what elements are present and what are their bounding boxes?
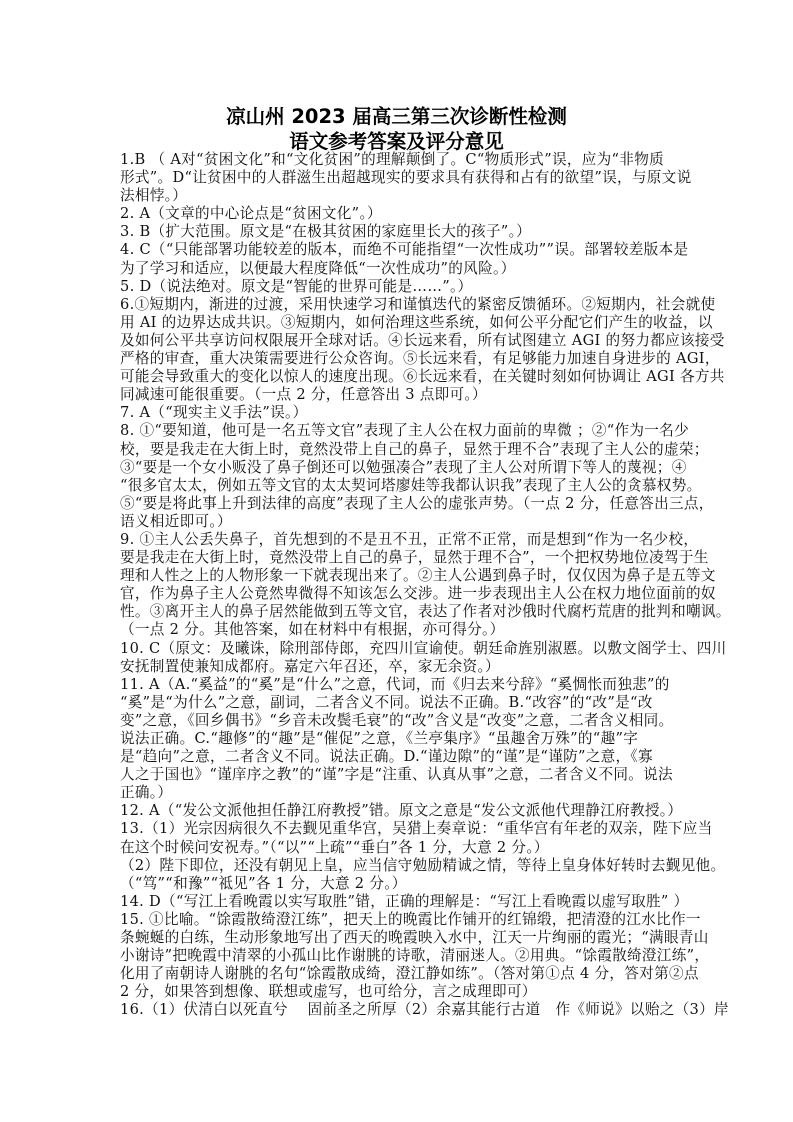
answer-item	[120, 892, 689, 911]
answer-text-line: 为了学习和适应，以便最大程度降低“一次性成功”的风险。）	[120, 259, 516, 277]
answer-text-line: 6.①短期内，渐进的过渡，采用快速学习和谨慎迭代的紧密反馈循环。②短期内，社会就使	[120, 295, 716, 313]
answer-text-line: ③“要是一个女小贩没了鼻子倒还可以勉强凑合”表现了主人公对所谓下等人的蔑视；④	[120, 458, 687, 476]
answer-text-line: （“笃”“和豫”“祗见”各 1 分，大意 2 分。）	[120, 874, 407, 892]
answer-text-line: 严格的审查，重大决策需要进行公众咨询。⑤长远来看，有足够能力加速自身进步的 AGI，	[120, 350, 720, 368]
answer-text-line: 3. B（扩大范围。原文是“在极其贫困的家庭里长大的孩子”。）	[120, 223, 532, 241]
answer-item	[120, 223, 686, 241]
answer-item	[120, 241, 689, 277]
answer-item	[120, 910, 710, 1001]
answer-text-line: 要是我走在大街上时，竟然没带上自己的鼻子，显然于理不合”，一个把权势地位凌驾于生	[120, 549, 709, 567]
answer-text-line: 正确。）	[120, 784, 173, 802]
answer-item	[120, 278, 686, 296]
answer-text-line: （2）陛下即位，还没有朝见上皇，应当信守勉励精诚之情，等待上皇身体好转时去觐见他。	[120, 856, 726, 874]
answer-text-line: 8. ①“要知道，他可是一名五等文官”表现了主人公在权力面前的卑微 ；②“作为一名少	[120, 422, 689, 440]
answer-text-line: 7. A（“现实主义手法”误。）	[120, 404, 308, 422]
answer-text-line: 官，作为鼻子主人公竟然卑微得不知该怎么交涉。进一步表现出主人公在权力地位面前的奴	[120, 585, 716, 603]
answer-text-line: 可能会导致重大的变化以惊人的速度出现。⑥长远来看，在关键时刻如何协调让 AGI 各方共	[120, 368, 725, 386]
answer-item	[120, 820, 726, 892]
answer-text-line: “很多官太太，例如五等文官的太太契诃塔廖娃等我都认识我”表现了主人公的贪慕权势。	[120, 476, 702, 494]
answer-text-line: 在这个时候问安祝寿。”（“以”“上疏”“垂白”各 1 分，大意 2 分。）	[120, 838, 549, 856]
answer-text-line: 14. D（“写江上看晚霞以实写取胜”错，正确的理解是：“写江上看晚霞以虚写取胜” ）	[120, 892, 689, 910]
answer-item	[120, 676, 686, 803]
document-subtitle: 语文参考答案及评分意见	[289, 130, 504, 153]
answer-text-line: 15. ①比喻。“馀霞散绮澄江练”，把天上的晚霞比作铺开的红锦缎，把清澄的江水比作一	[120, 910, 701, 928]
document-title: 凉山州 2023 届高三第三次诊断性检测	[226, 105, 567, 128]
answer-text-line: 说法正确。C.“趣修”的“趣”是“催促”之意，《兰亭集序》“虽趣舍万殊”的“趣”字	[120, 730, 639, 747]
answer-text-line: 安抚制置使兼知成都府。嘉定六年召还，卒，家无余资。）	[120, 657, 500, 675]
answer-text-line: 2. A（文章的中心论点是“贫困文化”。）	[120, 205, 382, 223]
answer-item	[120, 205, 686, 223]
answer-text-line: 同减速可能很重要。（一点 2 分，任意答出 3 点即可。）	[120, 386, 487, 404]
answer-item	[120, 530, 731, 640]
answer-text-line: 理和人性之上的人物形象一下就表现出来了。②主人公遇到鼻子时，仅仅因为鼻子是五等文	[120, 567, 716, 585]
answer-text-line: 条蜿蜒的白练，生动形象地写出了西天的晚霞映入水中，江天一片绚丽的霞光；“满眼青山	[120, 929, 709, 947]
answer-text-line: 化用了南朝诗人谢朓的名句“馀霞散成绮，澄江静如练”。（答对第①点 4 分，答对第②点	[120, 965, 699, 983]
answer-list	[120, 151, 731, 1020]
answer-text-line: 性。③离开主人的鼻子居然能做到五等文官，表达了作者对沙俄时代腐朽荒唐的批判和嘲讽。	[120, 603, 731, 621]
answer-text-line: 11. A（A.“奚益”的“奚”是“什么”之意，代词，而《归去来兮辞》“奚惆怅而独悲”的	[120, 675, 670, 693]
answer-text-line: （一点 2 分。其他答案，如在材料中有根据，亦可得分。）	[120, 621, 505, 639]
answer-text-line: 小谢诗”把晚霞中清翠的小孤山比作谢朓的诗歌，清丽迷人。②用典。“馀霞散绮澄江练”，	[120, 947, 710, 965]
answer-item	[120, 1001, 729, 1019]
answer-text-line: 是“趋向”之意，二者含义不同。说法正确。D.“谨边隙”的“谨”是“谨防”之意，《寡	[120, 748, 653, 766]
answer-text-line: 13.（1）光宗因病很久不去觐见重华宫，吴猎上奏章说：“重华宫有年老的双亲，陛下应当	[120, 820, 713, 838]
answer-item	[120, 639, 727, 676]
answer-text-line: “奚”是“为什么”之意，副词，二者含义不同。说法不正确。B.“改容”的“改”是“改	[120, 693, 653, 711]
answer-text-line: 2 分，如果答到想像、联想或虚写，也可给分，言之成理即可）	[120, 983, 537, 1001]
answer-text-line: 9. ①主人公丢失鼻子，首先想到的不是丑不丑，正常不正常，而是想到“作为一名少校，	[120, 530, 699, 548]
answer-text-line: 及如何公平共享访问权限展开全球对话。④长远来看，所有试图建立 AGI 的努力都应该接受	[120, 331, 725, 349]
answer-item	[120, 802, 686, 820]
answer-text-line: 法相悖。）	[120, 187, 188, 205]
answer-item	[120, 422, 714, 531]
answer-text-line: 10. C（原文：及曦诛，除刑部侍郎，充四川宣谕使。朝廷命旌别淑慝。以敷文阁学士、四川	[120, 639, 727, 657]
answer-text-line: 变”之意，《回乡偶书》“乡音未改鬓毛衰”的“改”含义是“改变”之意，二者含义相同。	[120, 711, 674, 729]
answer-item	[120, 151, 692, 205]
answer-text-line: 语义相近即可。）	[120, 512, 232, 530]
answer-text-line: ⑤“要是将此事上升到法律的高度”表现了主人公的虚张声势。（一点 2 分，任意答出三点，	[120, 494, 714, 512]
answer-item	[120, 295, 725, 405]
answer-text-line: 人之于国也》“谨庠序之教”的“谨”字是“注重、认真从事”之意，二者含义不同。说法	[120, 766, 673, 784]
answer-text-line: 4. C（“只能部署功能较差的版本，而绝不可能指望“一次性成功””误。部署较差版本是	[120, 241, 689, 259]
answer-text-line: 16.（1）伏清白以死直兮 固前圣之所厚（2）余嘉其能行古道 作《师说》以贻之（3）岸	[120, 1001, 729, 1019]
answer-text-line: 12. A（“发公文派他担任静江府教授”错。原文之意是“发公文派他代理静江府教授。）	[120, 802, 683, 820]
answer-item	[120, 404, 686, 422]
answer-text-line: 1.B （ A对“贫困文化”和“文化贫困”的理解颠倒了。C“物质形式”误，应为“非物质	[120, 151, 664, 168]
answer-text-line: 校，要是我走在大街上时，竟然没带上自己的鼻子，显然于理不合”表现了主人公的虚荣；	[120, 440, 709, 458]
answer-text-line: 用 AI 的边界达成共识。③短期内，如何治理这些系统，如何公平分配它们产生的收益，以	[120, 313, 713, 331]
answer-text-line: 5. D（说法绝对。原文是“智能的世界可能是……”。）	[120, 277, 473, 295]
answer-text-line: 形式”。D“让贫困中的人群滋生出超越现实的要求具有获得和占有的欲望”误，与原文说	[120, 169, 692, 187]
